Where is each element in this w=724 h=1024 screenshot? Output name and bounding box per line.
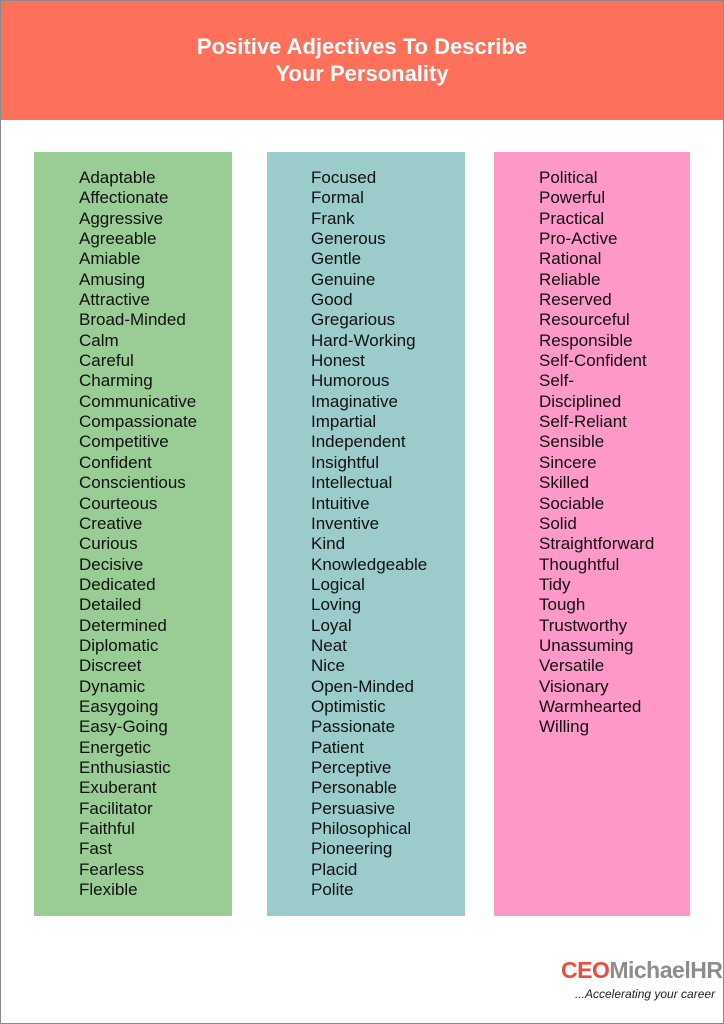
header-banner bbox=[1, 1, 723, 120]
adjective-item: Skilled bbox=[539, 473, 590, 493]
adjective-item: Decisive bbox=[79, 554, 144, 574]
adjective-item: Placid bbox=[311, 859, 358, 879]
adjective-item: Exuberant bbox=[79, 778, 157, 798]
adjective-item: Knowledgeable bbox=[311, 554, 428, 574]
adjective-item: Powerful bbox=[539, 188, 606, 208]
adjective-item: Aggressive bbox=[79, 208, 164, 228]
adjective-item: Persuasive bbox=[311, 798, 396, 818]
adjective-item: Detailed bbox=[79, 595, 142, 615]
adjective-item: Tidy bbox=[539, 574, 571, 594]
adjective-item: Resourceful bbox=[539, 310, 630, 330]
adjective-item: Pioneering bbox=[311, 839, 393, 859]
adjective-column-2 bbox=[267, 152, 465, 916]
brand-logo bbox=[561, 951, 723, 1011]
adjective-item: Trustworthy bbox=[539, 615, 628, 635]
adjective-item: Affectionate bbox=[79, 188, 169, 208]
adjective-item: Self-Reliant bbox=[539, 412, 627, 432]
adjective-item: Communicative bbox=[79, 391, 197, 411]
adjective-item: Facilitator bbox=[79, 798, 153, 818]
adjective-item: Easy-Going bbox=[79, 717, 168, 737]
adjective-item: Confident bbox=[79, 452, 152, 472]
page-title-line-1: Positive Adjectives To Describe bbox=[196, 34, 528, 59]
adjective-item: Dynamic bbox=[79, 676, 146, 696]
adjective-item: Self-Confident bbox=[539, 351, 647, 371]
adjective-item: Gentle bbox=[311, 249, 362, 269]
adjective-item: Personable bbox=[311, 778, 398, 798]
adjective-list-3 bbox=[539, 168, 679, 738]
adjective-item: Tough bbox=[539, 595, 586, 615]
adjective-item: Broad-Minded bbox=[79, 310, 186, 330]
adjective-column-1 bbox=[34, 152, 232, 916]
adjective-item: Careful bbox=[79, 351, 134, 371]
adjective-item: Frank bbox=[311, 208, 355, 228]
adjective-item: Faithful bbox=[79, 819, 135, 838]
adjective-item: Visionary bbox=[539, 676, 609, 696]
adjective-item: Imaginative bbox=[311, 391, 398, 411]
page-title-line-2: Your Personality bbox=[275, 61, 449, 86]
adjective-item: Philosophical bbox=[311, 819, 412, 838]
adjective-item: Rational bbox=[539, 249, 602, 269]
adjective-item: Intuitive bbox=[311, 493, 370, 513]
adjective-item: Focused bbox=[311, 168, 377, 187]
adjective-item: Good bbox=[311, 290, 353, 310]
adjective-item: Energetic bbox=[79, 737, 151, 757]
adjective-item: Dedicated bbox=[79, 574, 156, 594]
adjective-item: Adaptable bbox=[79, 168, 156, 187]
adjective-item: Reserved bbox=[539, 290, 612, 310]
adjective-list-2 bbox=[311, 168, 427, 900]
logo-name-text: MichaelHR bbox=[609, 957, 723, 983]
adjective-item: Agreeable bbox=[79, 229, 157, 249]
adjective-item: Amiable bbox=[79, 249, 141, 269]
adjective-item: Diplomatic bbox=[79, 635, 159, 655]
adjective-item: Gregarious bbox=[311, 310, 396, 330]
adjective-item: Sensible bbox=[539, 432, 605, 452]
adjective-item: Sociable bbox=[539, 493, 605, 513]
adjective-item: Flexible bbox=[79, 880, 138, 900]
adjective-item: Thoughtful bbox=[539, 554, 620, 574]
adjective-item: Creative bbox=[79, 513, 143, 533]
logo-wordmark bbox=[561, 957, 722, 984]
adjective-item: Compassionate bbox=[79, 412, 198, 432]
adjective-item: Amusing bbox=[79, 269, 146, 289]
adjective-item: Reliable bbox=[539, 269, 601, 289]
adjective-item: Neat bbox=[311, 635, 347, 655]
adjective-item: Generous bbox=[311, 229, 386, 249]
adjective-item: Willing bbox=[539, 717, 590, 737]
adjective-column-3 bbox=[494, 152, 690, 916]
adjective-item: Independent bbox=[311, 432, 406, 452]
logo-tagline: ...Accelerating your career bbox=[575, 987, 716, 1001]
adjective-item: Easygoing bbox=[79, 696, 159, 716]
adjective-item: Responsible bbox=[539, 330, 633, 350]
adjective-item: Pro-Active bbox=[539, 229, 618, 249]
adjective-item: Courteous bbox=[79, 493, 158, 513]
adjective-item: Enthusiastic bbox=[79, 757, 171, 777]
adjective-item: Intellectual bbox=[311, 473, 393, 493]
adjective-item: Formal bbox=[311, 188, 364, 208]
adjective-item: Patient bbox=[311, 737, 364, 757]
adjective-item: Insightful bbox=[311, 452, 380, 472]
adjective-item: Sincere bbox=[539, 452, 597, 472]
adjective-item: Impartial bbox=[311, 412, 377, 432]
adjective-item: Humorous bbox=[311, 371, 390, 391]
adjective-item: Self-Disciplined bbox=[539, 371, 622, 411]
adjective-item: Discreet bbox=[79, 656, 142, 676]
adjective-item: Kind bbox=[311, 534, 346, 554]
adjective-item: Calm bbox=[79, 330, 119, 350]
adjective-list-1 bbox=[79, 168, 197, 900]
adjective-item: Open-Minded bbox=[311, 676, 415, 696]
adjective-item: Optimistic bbox=[311, 696, 386, 716]
adjective-item: Curious bbox=[79, 534, 138, 554]
adjective-item: Perceptive bbox=[311, 757, 392, 777]
adjective-item: Practical bbox=[539, 208, 605, 228]
logo-ceo-text: CEO bbox=[561, 957, 610, 983]
adjective-item: Fast bbox=[79, 839, 113, 859]
adjective-item: Unassuming bbox=[539, 635, 634, 655]
adjective-item: Political bbox=[539, 168, 598, 187]
adjective-item: Loyal bbox=[311, 615, 352, 635]
adjective-item: Versatile bbox=[539, 656, 605, 676]
adjective-item: Genuine bbox=[311, 269, 376, 289]
adjective-item: Determined bbox=[79, 615, 167, 635]
adjective-item: Fearless bbox=[79, 859, 145, 879]
adjective-item: Straightforward bbox=[539, 534, 655, 554]
adjective-item: Honest bbox=[311, 351, 365, 371]
adjective-item: Logical bbox=[311, 574, 365, 594]
adjective-item: Nice bbox=[311, 656, 346, 676]
adjective-item: Polite bbox=[311, 880, 354, 900]
adjective-item: Solid bbox=[539, 513, 577, 533]
adjective-item: Inventive bbox=[311, 513, 380, 533]
adjective-item: Passionate bbox=[311, 717, 396, 737]
adjective-item: Charming bbox=[79, 371, 153, 391]
adjective-item: Competitive bbox=[79, 432, 169, 452]
adjective-item: Attractive bbox=[79, 290, 150, 310]
adjective-item: Conscientious bbox=[79, 473, 186, 493]
adjective-item: Hard-Working bbox=[311, 330, 416, 350]
adjective-item: Warmhearted bbox=[539, 696, 642, 716]
adjective-item: Loving bbox=[311, 595, 362, 615]
